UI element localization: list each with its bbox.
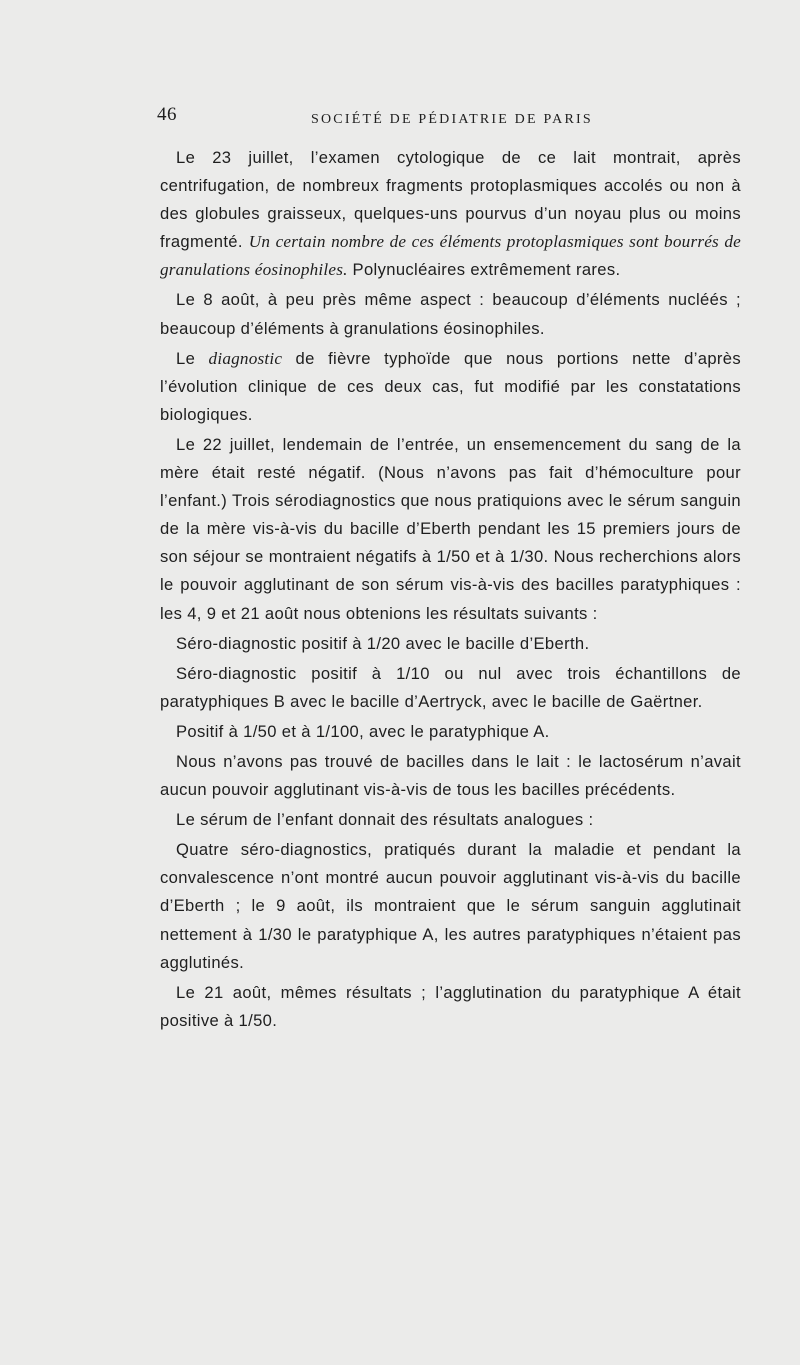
page-header bbox=[157, 104, 741, 134]
running-title: SOCIÉTÉ DE PÉDIATRIE DE PARIS bbox=[311, 112, 593, 127]
result-eberth: Séro-diagnostic positif à 1/20 avec le bacille d’Eberth. bbox=[176, 633, 590, 653]
italic-emphasis: Un certain nombre de ces éléments protoplasmiques sont bourrés de granulations éosinophiles. bbox=[160, 232, 741, 280]
result-paratyphique-b: Séro-diagnostic positif à 1/10 ou nul avec trois échantillons de paratyphiques B avec le bacille d’Aertryck, avec le bacille de Gaërtner. bbox=[160, 663, 741, 711]
paragraph-august-21: Le 21 août, mêmes résultats ; l’agglutination du paratyphique A était positive à 1/50. bbox=[160, 982, 741, 1030]
page-number: 46 bbox=[157, 104, 177, 125]
result-paratyphique-a: Positif à 1/50 et à 1/100, avec le paratyphique A. bbox=[176, 721, 550, 741]
paragraph-lactoserum: Nous n’avons pas trouvé de bacilles dans le lait : le lactosérum n’avait aucun pouvoir agglutinant vis-à-vis de tous les bacilles précédents. bbox=[160, 751, 741, 800]
paragraph-cytology: Le 23 juillet, l’examen cytologique de ce lait montrait, après centrifugation, de nombreux fragments protoplasmiques accolés ou non à des globules graisseux, quelques-uns pourvus d’un noyau plus ou moins fragmenté. Un certain nombre de ces éléments protoplasmiques sont bourrés de granulations éosinophiles. Polynucléaires extrêmement rares. bbox=[160, 148, 741, 280]
paragraph-serology-mother: Le 22 juillet, lendemain de l’entrée, un ensemencement du sang de la mère était resté négatif. (Nous n’avons pas fait d’hémoculture pour l’enfant.) Trois sérodiagnostics que nous pratiquions avec le sérum sanguin de la mère vis-à-vis du bacille d’Eberth pendant les 15 premiers jours de son séjour se montraient négatifs à 1/50 et à 1/30. Nous recherchions alors le pouvoir agglutinant de son sérum vis-à-vis des bacilles paratyphiques : les 4, 9 et 21 août nous obtenions les résultats suivants : bbox=[160, 434, 741, 623]
paragraph-child-serum: Le sérum de l’enfant donnait des résultats analogues : bbox=[176, 810, 594, 830]
paragraph-august-8: Le 8 août, à peu près même aspect : beaucoup d’éléments nucléés ; beaucoup d’éléments à granulations éosinophiles. bbox=[160, 290, 741, 338]
paragraph-diagnostic: Le diagnostic de fièvre typhoïde que nous portions nette d’après l’évolution clinique de ces deux cas, fut modifié par les constatations biologiques. bbox=[160, 348, 741, 424]
body-text bbox=[160, 144, 741, 1037]
italic-diagnostic: diagnostic bbox=[208, 348, 283, 368]
paragraph-four-serodiagnostics: Quatre séro-diagnostics, pratiqués durant la maladie et pendant la convalescence n’ont montré aucun pouvoir agglutinant vis-à-vis du bacille d’Eberth ; le 9 août, ils montraient que le sérum sanguin agglutinait nettement à 1/30 le paratyphique A, les autres paratyphiques n’étaient pas agglutinés. bbox=[160, 840, 741, 972]
